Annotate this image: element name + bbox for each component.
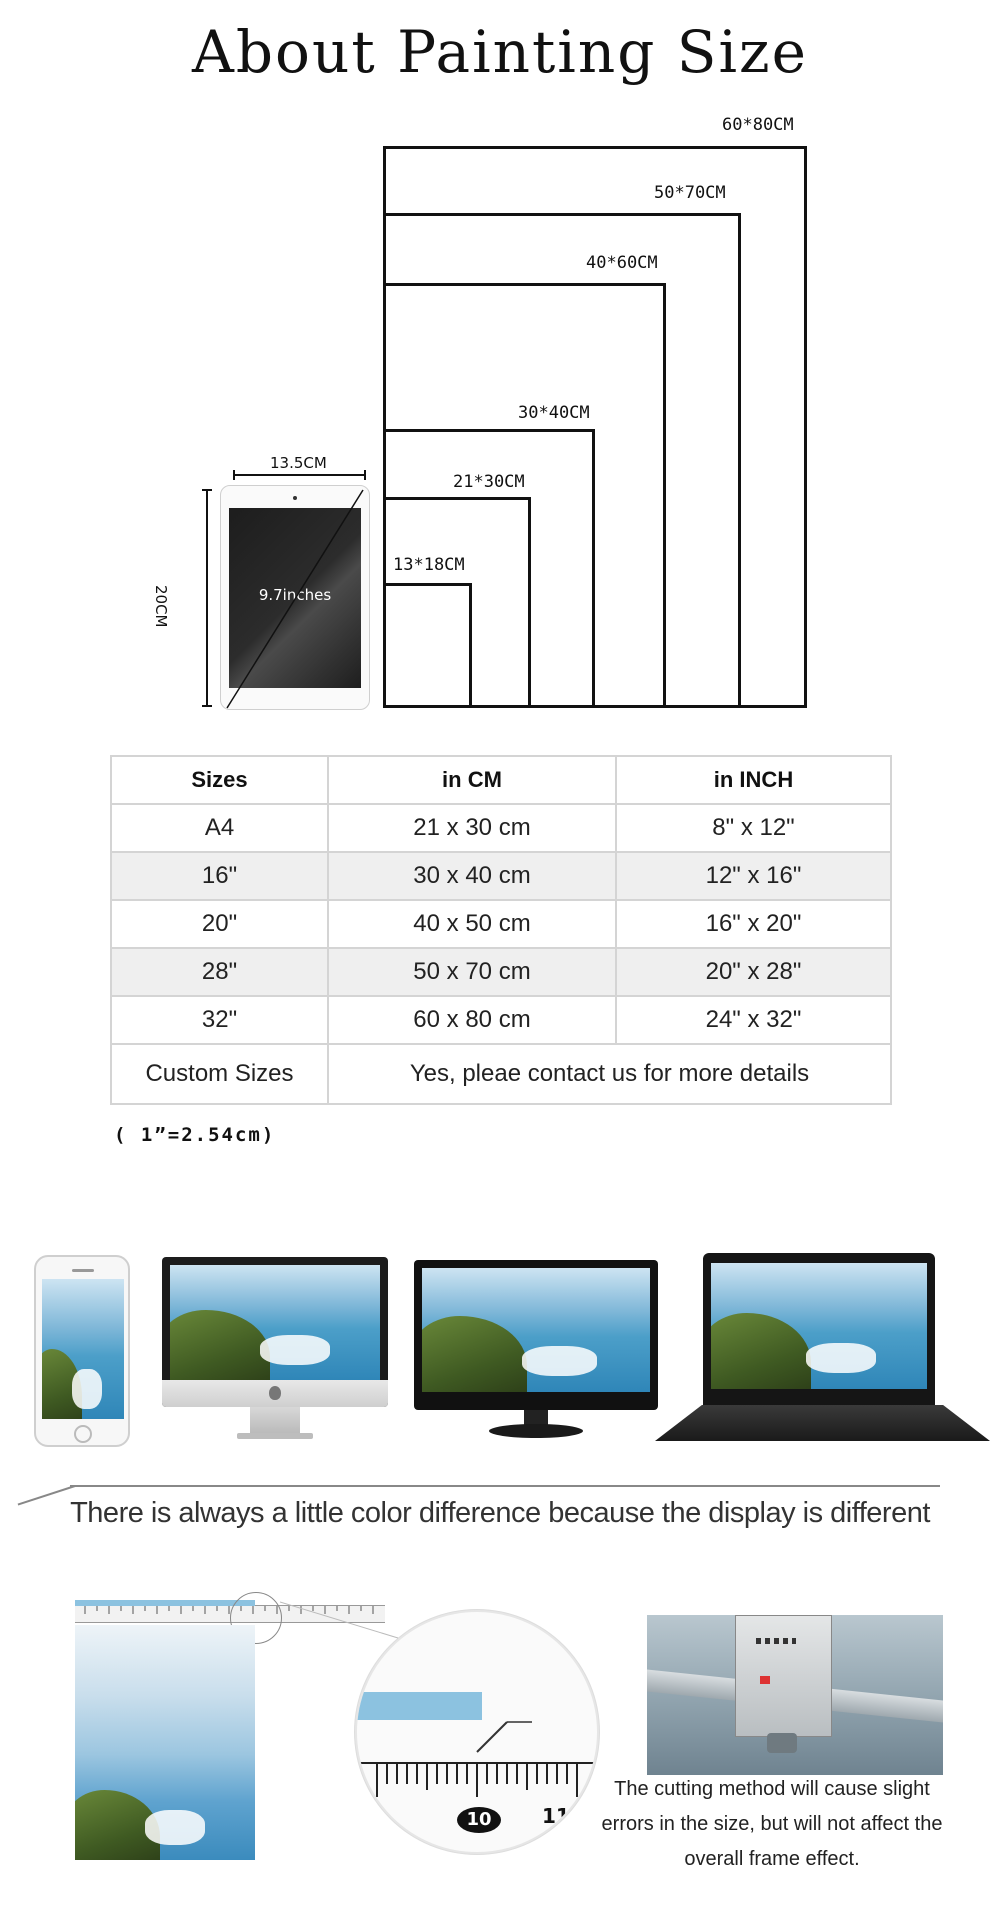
size-table bbox=[110, 755, 892, 1105]
cell-size: 20" bbox=[111, 900, 328, 948]
tablet-width-label: 13.5CM bbox=[270, 454, 327, 472]
frame-label-40x60: 40*60CM bbox=[586, 253, 658, 273]
cell-cm: 50 x 70 cm bbox=[328, 948, 616, 996]
tablet-height-label: 20CM bbox=[152, 585, 170, 628]
wave-foam bbox=[72, 1369, 102, 1409]
printed-sample bbox=[75, 1625, 255, 1860]
magnified-blue-strip bbox=[357, 1692, 482, 1720]
cell-size: A4 bbox=[111, 804, 328, 852]
conversion-note: ( 1”=2.54cm) bbox=[114, 1124, 276, 1146]
cutting-note-line-1: The cutting method will cause slight bbox=[614, 1778, 930, 1800]
monitor-screen bbox=[422, 1268, 650, 1392]
header-sizes: Sizes bbox=[111, 756, 328, 804]
imac-illustration bbox=[162, 1257, 388, 1442]
monitor-illustration bbox=[414, 1260, 658, 1442]
machine-tool bbox=[767, 1733, 797, 1753]
cell-cm: 30 x 40 cm bbox=[328, 852, 616, 900]
tablet-width-dimension bbox=[232, 468, 367, 482]
apple-logo-icon bbox=[269, 1386, 281, 1400]
magnifier-connector bbox=[280, 1600, 400, 1640]
ruler-tick-11: 11 bbox=[542, 1804, 570, 1828]
cell-size: 28" bbox=[111, 948, 328, 996]
home-button-icon bbox=[74, 1425, 92, 1443]
imac-screen bbox=[170, 1265, 380, 1380]
frame-label-13x18: 13*18CM bbox=[393, 555, 465, 575]
cell-inch: 16" x 20" bbox=[616, 900, 891, 948]
table-row bbox=[111, 900, 891, 948]
cutting-note bbox=[592, 1772, 952, 1877]
frame-baseline bbox=[383, 705, 807, 708]
color-difference-note: There is always a little color difference because the display is different bbox=[70, 1497, 930, 1529]
frame-label-60x80: 60*80CM bbox=[722, 115, 794, 135]
cutting-note-line-3: overall frame effect. bbox=[684, 1848, 860, 1870]
imac-stand bbox=[250, 1407, 300, 1435]
cell-cm: 40 x 50 cm bbox=[328, 900, 616, 948]
phone-speaker bbox=[72, 1269, 94, 1272]
magnified-ruler-ticks bbox=[357, 1762, 597, 1807]
cutting-machine-photo bbox=[647, 1615, 943, 1775]
cell-size: 16" bbox=[111, 852, 328, 900]
table-header-row bbox=[111, 756, 891, 804]
blue-strip bbox=[75, 1600, 255, 1606]
laptop-keyboard-deck bbox=[655, 1405, 990, 1441]
table-row-custom bbox=[111, 1044, 891, 1104]
table-row bbox=[111, 996, 891, 1044]
table-row bbox=[111, 852, 891, 900]
wave-foam bbox=[806, 1343, 876, 1373]
imac-foot bbox=[237, 1433, 313, 1439]
tablet-screen-label: 9.7inches bbox=[258, 586, 332, 604]
header-in-cm: in CM bbox=[328, 756, 616, 804]
frame-label-30x40: 30*40CM bbox=[518, 403, 590, 423]
wave-foam bbox=[522, 1346, 597, 1376]
laptop-illustration bbox=[655, 1253, 990, 1449]
cliff-shape bbox=[422, 1316, 527, 1392]
cell-cm: 60 x 80 cm bbox=[328, 996, 616, 1044]
ruler-tick-10: 10 bbox=[457, 1807, 501, 1833]
pointer-line bbox=[472, 1717, 532, 1757]
machine-head bbox=[735, 1615, 832, 1737]
cell-inch: 24" x 32" bbox=[616, 996, 891, 1044]
table-row bbox=[111, 948, 891, 996]
warning-label-icon bbox=[760, 1676, 770, 1684]
tablet-illustration bbox=[220, 485, 370, 710]
phone-illustration bbox=[34, 1255, 130, 1447]
tablet-height-dimension bbox=[200, 488, 214, 708]
cell-custom-label: Custom Sizes bbox=[111, 1044, 328, 1104]
machine-buttons bbox=[756, 1638, 796, 1644]
frame-13x18 bbox=[383, 583, 472, 708]
header-in-inch: in INCH bbox=[616, 756, 891, 804]
cell-inch: 8" x 12" bbox=[616, 804, 891, 852]
table-row bbox=[111, 804, 891, 852]
diagonal-line bbox=[221, 486, 371, 711]
cell-custom-value: Yes, pleae contact us for more details bbox=[328, 1044, 891, 1104]
laptop-screen bbox=[711, 1263, 927, 1389]
cell-inch: 20" x 28" bbox=[616, 948, 891, 996]
wave-foam bbox=[145, 1810, 205, 1845]
wave-foam bbox=[260, 1335, 330, 1365]
cliff-shape bbox=[711, 1313, 811, 1389]
page-title: About Painting Size bbox=[192, 18, 808, 86]
phone-screen bbox=[42, 1279, 124, 1419]
magnifier-circle bbox=[355, 1610, 599, 1854]
monitor-base bbox=[489, 1424, 583, 1438]
divider-line bbox=[70, 1485, 940, 1487]
frame-label-50x70: 50*70CM bbox=[654, 183, 726, 203]
cell-cm: 21 x 30 cm bbox=[328, 804, 616, 852]
frame-label-21x30: 21*30CM bbox=[453, 472, 525, 492]
cutting-note-line-2: errors in the size, but will not affect the bbox=[601, 1813, 943, 1835]
cliff-shape bbox=[170, 1310, 270, 1380]
cell-size: 32" bbox=[111, 996, 328, 1044]
cell-inch: 12" x 16" bbox=[616, 852, 891, 900]
